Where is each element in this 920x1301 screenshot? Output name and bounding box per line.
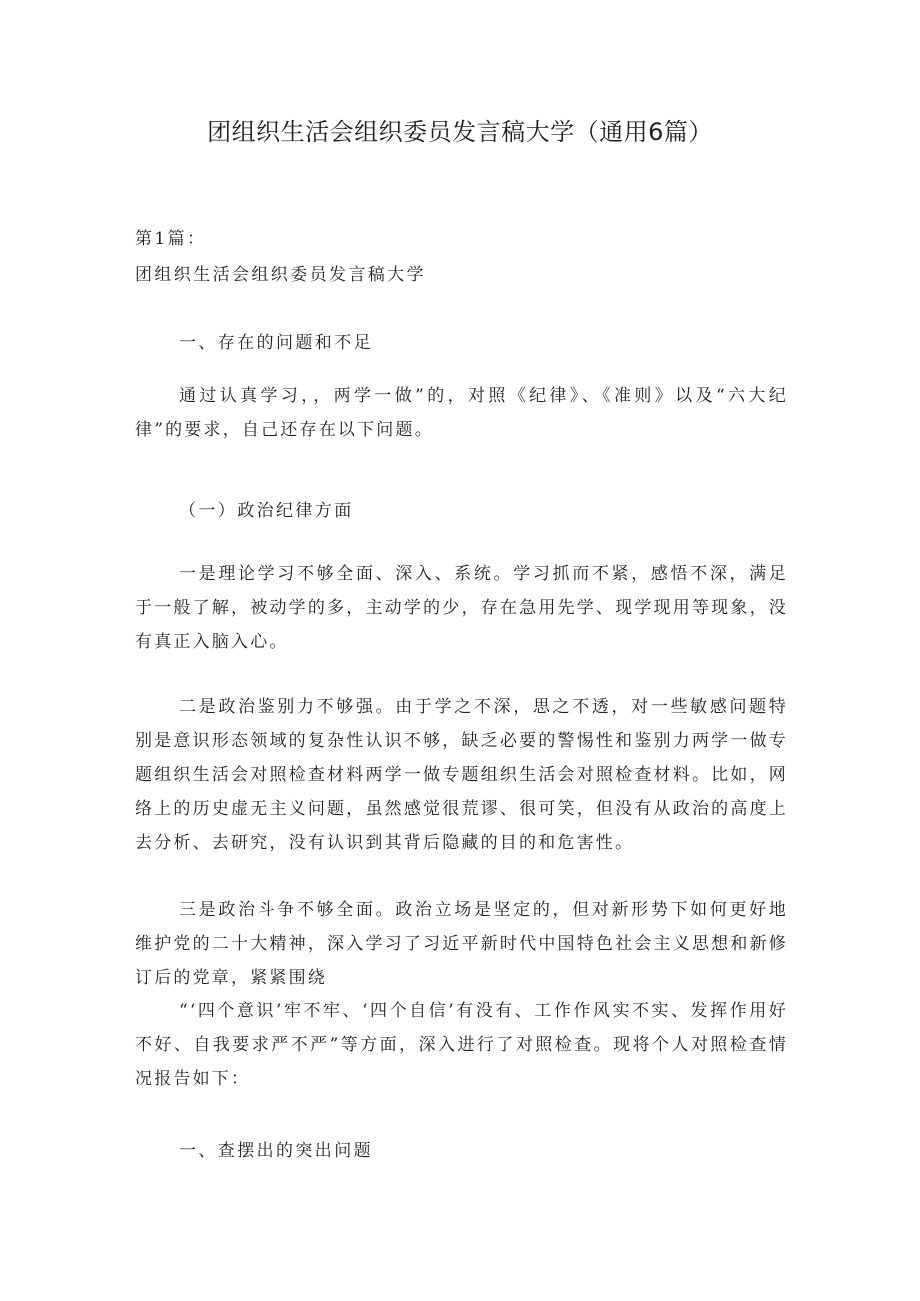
section-heading: 一、存在的问题和不足 xyxy=(179,333,373,353)
document-title: 团组织生活会组织委员发言稿大学（通用6篇） xyxy=(207,118,713,146)
paragraph-1: 一是理论学习不够全面、深入、系统。学习抓而不紧，感悟不深，满足于一般了解，被动学的多，主动学的少，存在急用先学、现学现用等现象，没有真正入脑入心。 xyxy=(135,564,788,652)
subsection-heading: （一）政治纪律方面 xyxy=(179,501,354,521)
part-label: 第1篇： xyxy=(135,229,207,249)
paragraph-4: “‘四个意识’牢不牢、‘四个自信’有没有、工作作风实不实、发挥作用好不好、自我要求严不严”等方面，深入进行了对照检查。现将个人对照检查情况报告如下： xyxy=(135,1001,788,1089)
paragraph-2: 二是政治鉴别力不够强。由于学之不深，思之不透，对一些敏感问题特别是意识形态领域的复杂性认识不够，缺乏必要的警惕性和鉴别力两学一做专题组织生活会对照检查材料两学一做专题组织生活会对照检查材料。比如，网络上的历史虚无主义问题，虽然感觉很荒谬、很可笑，但没有从政治的高度上去分析、去研究，没有认识到其背后隐藏的目的和危害性。 xyxy=(135,697,788,853)
section-heading-2: 一、查摆出的突出问题 xyxy=(179,1141,373,1161)
paragraph-3: 三是政治斗争不够全面。政治立场是坚定的，但对新形势下如何更好地维护党的二十大精神，深入学习了习近平新时代中国特色社会主义思想和新修订后的党章，紧紧围绕 xyxy=(135,900,788,988)
intro-paragraph: 通过认真学习，，两学一做”的，对照《纪律》、《准则》以及“六大纪律”的要求，自己还存在以下问题。 xyxy=(135,386,788,440)
part-title: 团组织生活会组织委员发言稿大学 xyxy=(135,265,426,285)
